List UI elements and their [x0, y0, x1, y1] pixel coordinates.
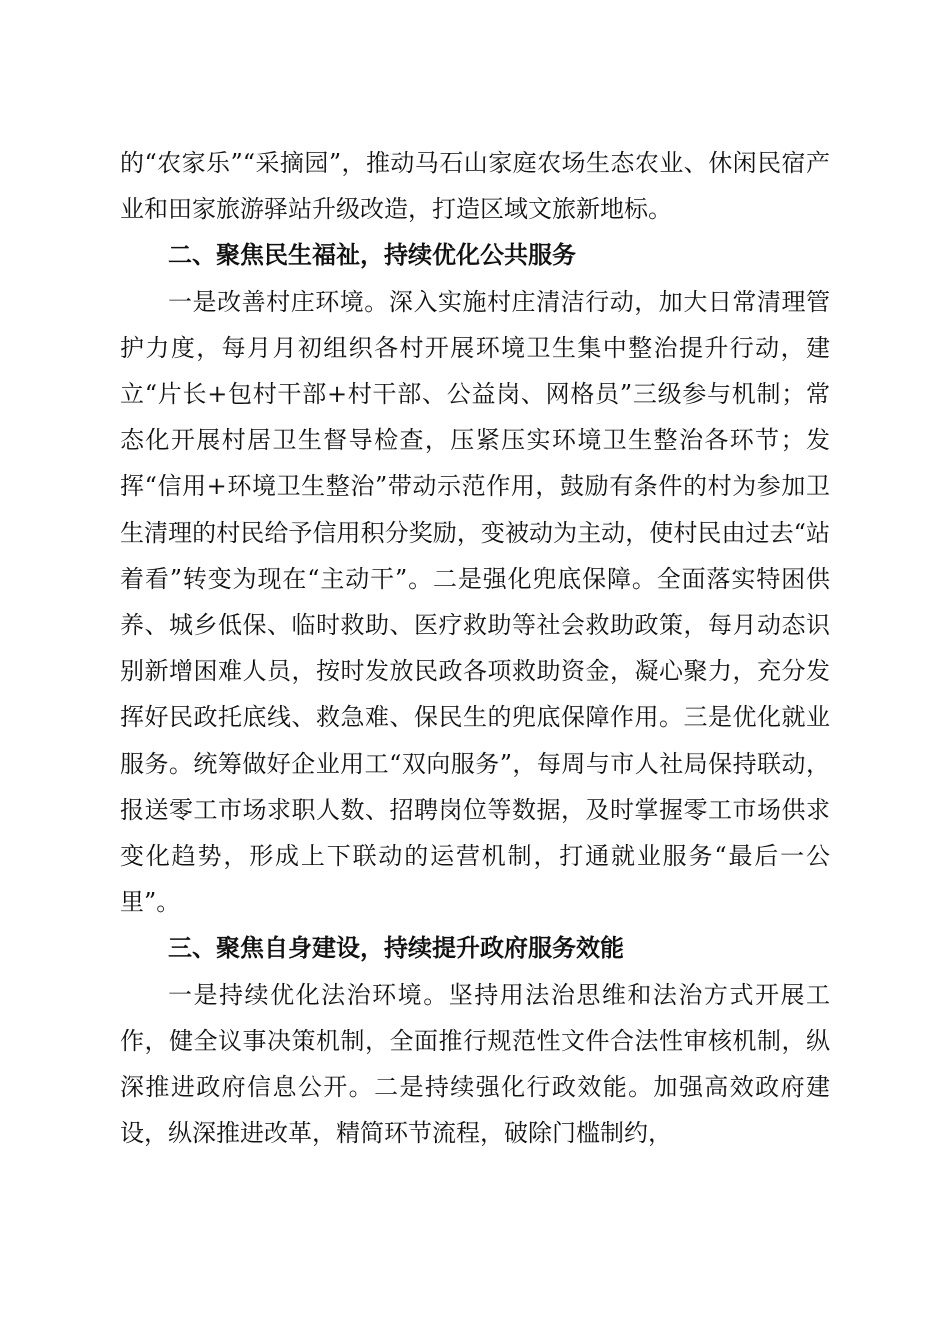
paragraph-lead-3: 一是持续优化法治环境。	[168, 980, 449, 1009]
document-body	[120, 140, 830, 1156]
section-heading-2: 二、聚焦民生福祉，持续优化公共服务	[168, 241, 576, 270]
paragraph-continuation: 的“农家乐”“采摘园”，推动马石山家庭农场生态农业、休闲民宿产业和田家旅游驿站升级改造，打造区域文旅新地标。	[120, 149, 830, 224]
paragraph-section-3	[120, 972, 830, 1157]
section-heading-3: 三、聚焦自身建设，持续提升政府服务效能	[168, 934, 624, 963]
paragraph-body-3: 坚持用法治思维和法治方式开展工作，健全议事决策机制，全面推行规范性文件合法性审核机制，纵深推进政府信息公开。二是持续强化行政效能。加强高效政府建设，纵深推进改革，精简环节流程，破除门槛制约，	[120, 980, 831, 1148]
paragraph-lead-2: 一是改善村庄环境。	[168, 287, 389, 316]
paragraph-body-2: 深入实施村庄清洁行动，加大日常清理管护力度，每月月初组织各村开展环境卫生集中整治提升行动，建立“片长+包村干部+村干部、公益岗、网格员”三级参与机制；常态化开展村居卫生督导检查，压紧压实环境卫生整治各环节；发挥“信用+环境卫生整治”带动示范作用，鼓励有条件的村为参加卫生清理的村民给予信用积分奖励，变被动为主动，使村民由过去“站着看”转变为现在“主动干”。二是强化兜底保障。全面落实特困供养、城乡低保、临时救助、医疗救助等社会救助政策，每月动态识别新增困难人员，按时发放民政各项救助资金，凝心聚力，充分发挥好民政托底线、救急难、保民生的兜底保障作用。三是优化就业服务。统筹做好企业用工“双向服务”，每周与市人社局保持联动，报送零工市场求职人数、招聘岗位等数据，及时掌握零工市场供求变化趋势，形成上下联动的运营机制，打通就业服务“最后一公里”。	[120, 287, 831, 917]
paragraph-section-2	[120, 279, 830, 926]
